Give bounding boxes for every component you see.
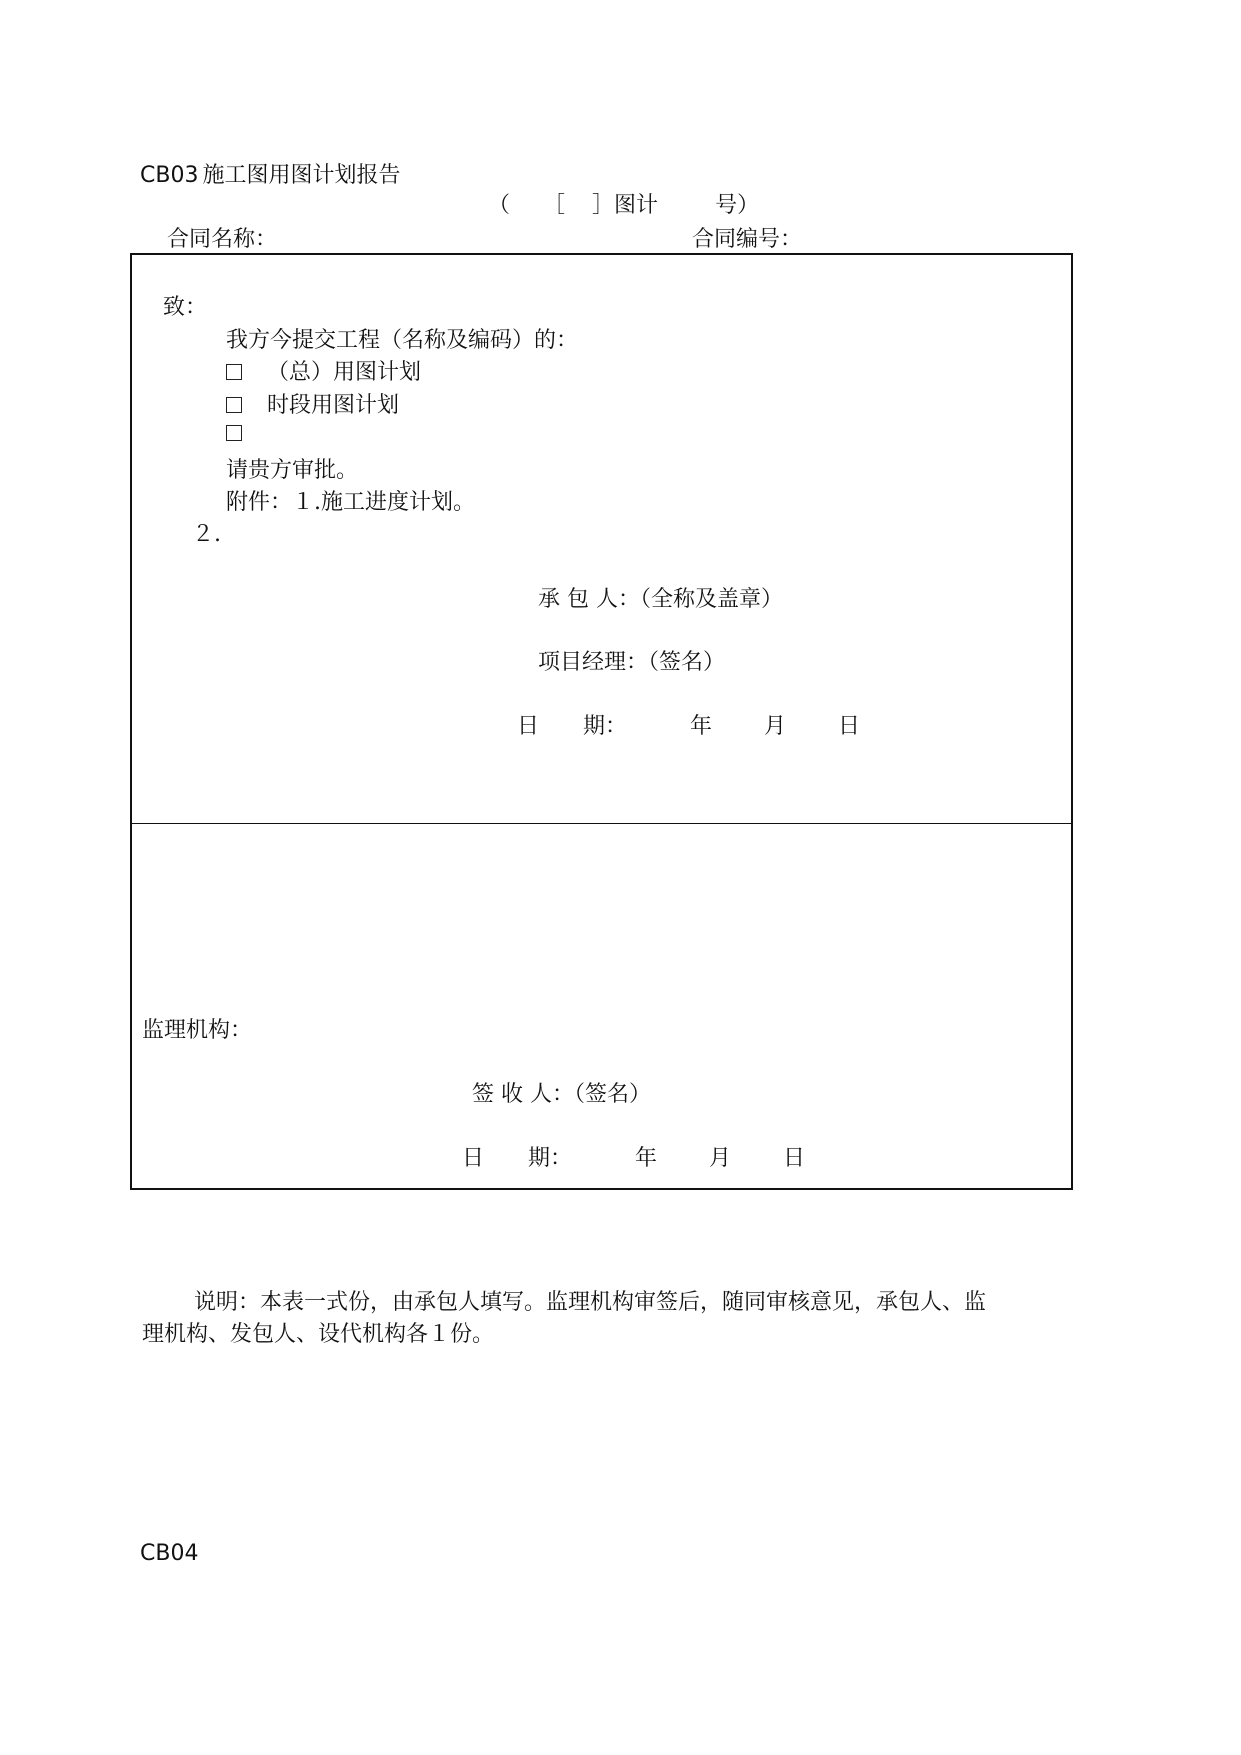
option-period-plan[interactable] (226, 388, 399, 419)
supervisor-date-year: 年 (635, 1146, 658, 1171)
contractor-date-label: 日 期： (517, 714, 628, 739)
doc-number-open-paren: （ (488, 193, 511, 218)
attachment-1: 附件：１.施工进度计划。 (226, 490, 475, 515)
doc-number-open-bracket: ［ (543, 193, 566, 218)
contractor-date-year: 年 (690, 714, 713, 739)
option-total-plan[interactable] (226, 355, 421, 386)
to-label: 致： (163, 295, 208, 320)
contract-no-label: 合同编号： (692, 227, 803, 252)
supervisor-date-label: 日 期： (462, 1146, 573, 1171)
supervisor-date-day: 日 (783, 1146, 806, 1171)
doc-number-type: 图计 (614, 193, 659, 218)
approval-request: 请贵方审批。 (226, 458, 359, 483)
option-period-plan-label: 时段用图计划 (267, 393, 400, 418)
doc-number-close-bracket: ］ (592, 193, 615, 218)
supervisor-org-label: 监理机构： (142, 1018, 253, 1043)
option-total-plan-label: （总）用图计划 (267, 360, 422, 385)
attachment-2: ２. (192, 522, 221, 547)
checkbox-total-plan[interactable] (226, 364, 242, 380)
option-blank[interactable] (226, 421, 242, 446)
project-manager-label: 项目经理：（签名） (538, 650, 726, 675)
next-form-code: CB04 (140, 1541, 199, 1566)
form-code: CB03 (140, 163, 199, 188)
submission-intro: 我方今提交工程（名称及编码）的： (226, 328, 579, 353)
doc-number-suffix: 号） (715, 193, 760, 218)
form-title (140, 158, 400, 189)
checkbox-blank[interactable] (226, 425, 242, 441)
contractor-signature-label: 承 包 人：（全称及盖章） (538, 587, 783, 612)
contractor-date-day: 日 (838, 714, 861, 739)
note-line-2: 理机构、发包人、设代机构各１份。 (142, 1322, 495, 1347)
receiver-label: 签 收 人：（签名） (472, 1082, 651, 1107)
contract-name-label: 合同名称： (167, 227, 278, 252)
form-title-text: 施工图用图计划报告 (202, 163, 401, 188)
section-divider (132, 823, 1071, 824)
note-line-1: 说明：本表一式份，由承包人填写。监理机构审签后，随同审核意见，承包人、监 (194, 1290, 987, 1315)
checkbox-period-plan[interactable] (226, 397, 242, 413)
contractor-date-month: 月 (764, 714, 787, 739)
supervisor-date-month: 月 (709, 1146, 732, 1171)
document-number (488, 188, 759, 219)
